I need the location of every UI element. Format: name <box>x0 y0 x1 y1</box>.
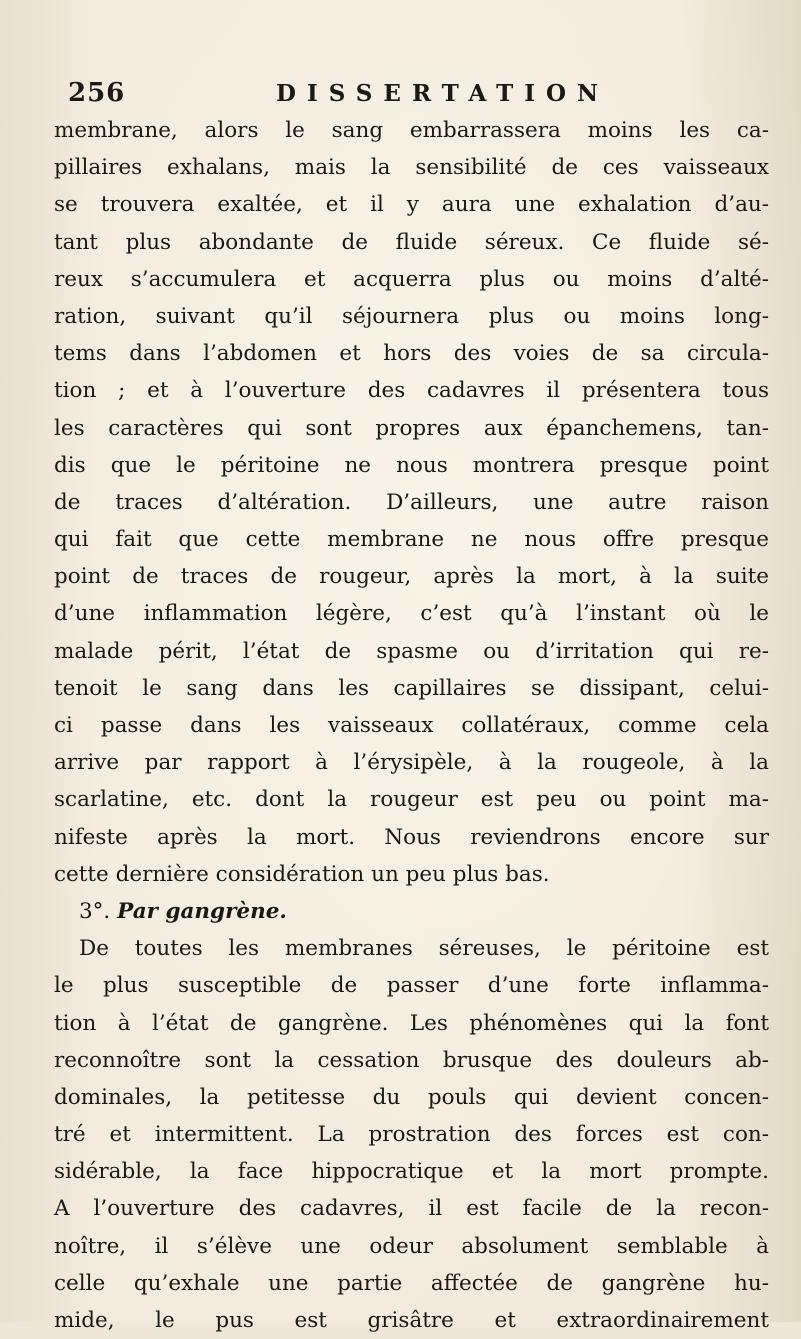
body-text <box>54 112 769 1339</box>
text-line: reux s’accumulera et acquerra plus ou moins d’alté- <box>54 266 769 292</box>
text-line: tems dans l’abdomen et hors des voies de sa circula- <box>54 341 769 367</box>
text-line: de traces d’altération. D’ailleurs, une autre raison <box>54 489 769 515</box>
text-line: membrane, alors le sang embarrassera moins les ca- <box>54 118 769 143</box>
text-line: tenoit le sang dans les capillaires se dissipant, celui- <box>54 675 769 701</box>
text-line: reconnoître sont la cessation brusque des douleurs ab- <box>54 1047 769 1073</box>
text-line: ration, suivant qu’il séjournera plus ou moins long- <box>54 303 769 329</box>
text-line: sidérable, la face hippocratique et la mort prompte. <box>54 1159 769 1185</box>
section-subheading <box>54 893 769 930</box>
text-line: tant plus abondante de fluide séreux. Ce fluide sé- <box>54 229 769 255</box>
text-line: pillaires exhalans, mais la sensibilité de ces vaisseaux <box>54 155 769 181</box>
text-line: le plus susceptible de passer d’une forte inflamma- <box>54 973 769 999</box>
text-line: tion ; et à l’ouverture des cadavres il présentera tous <box>54 378 769 404</box>
page-number: 256 <box>68 78 126 108</box>
subheading-title: Par gangrène. <box>117 898 287 924</box>
text-line: scarlatine, etc. dont la rougeur est peu ou point ma- <box>54 787 769 813</box>
text-line: A l’ouverture des cadavres, il est facile de la recon- <box>54 1196 769 1222</box>
text-line: mide, le pus est grisâtre et extraordinairement <box>54 1308 769 1333</box>
text-line: tré et intermittent. La prostration des forces est con- <box>54 1122 769 1148</box>
text-line: point de traces de rougeur, après la mort, à la suite <box>54 564 769 590</box>
text-line: ci passe dans les vaisseaux collatéraux, comme cela <box>54 713 769 738</box>
text-line: De toutes les membranes séreuses, le péritoine est <box>79 936 769 962</box>
text-line: se trouvera exaltée, et il y aura une exhalation d’au- <box>54 192 769 218</box>
subheading-number: 3°. <box>79 898 111 924</box>
text-line: qui fait que cette membrane ne nous offre presque <box>54 527 769 553</box>
text-line: les caractères qui sont propres aux épanchemens, tan- <box>54 415 769 441</box>
text-line: dis que le péritoine ne nous montrera presque point <box>54 452 769 478</box>
text-line: nifeste après la mort. Nous reviendrons encore sur <box>54 824 769 850</box>
text-line: malade périt, l’état de spasme ou d’irritation qui re- <box>54 638 769 664</box>
text-line: celle qu’exhale une partie affectée de gangrène hu- <box>54 1270 769 1296</box>
text-line: d’une inflammation légère, c’est qu’à l’instant où le <box>54 601 769 627</box>
text-line: tion à l’état de gangrène. Les phénomènes qui la font <box>54 1010 769 1036</box>
text-line: cette dernière considération un peu plus bas. <box>54 861 550 887</box>
text-line: noître, il s’élève une odeur absolument semblable à <box>54 1233 769 1259</box>
running-title: DISSERTATION <box>276 80 610 107</box>
text-line: dominales, la petitesse du pouls qui devient concen- <box>54 1084 769 1110</box>
text-line: arrive par rapport à l’érysipèle, à la rougeole, à la <box>54 750 769 776</box>
